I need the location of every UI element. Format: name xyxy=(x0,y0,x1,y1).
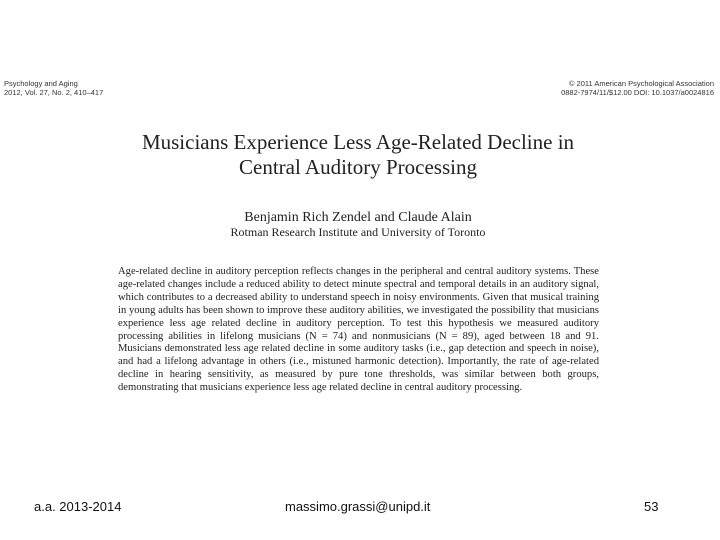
journal-name: Psychology and Aging xyxy=(4,79,78,88)
paper-title-line-1: Musicians Experience Less Age-Related Decline in xyxy=(141,130,575,154)
footer-academic-year: a.a. 2013-2014 xyxy=(34,499,122,514)
footer-email: massimo.grassi@unipd.it xyxy=(285,499,431,514)
journal-citation: 2012, Vol. 27, No. 2, 410–417 xyxy=(4,88,104,97)
footer-page-number: 53 xyxy=(644,499,659,514)
journal-header-right xyxy=(561,79,714,97)
doi-line: 0882-7974/11/$12.00 DOI: 10.1037/a0024816 xyxy=(561,88,714,97)
paper-title-line-2: Central Auditory Processing xyxy=(239,155,477,179)
paper-affiliation: Rotman Research Institute and University of Toronto xyxy=(230,225,486,239)
copyright-line: © 2011 American Psychological Association xyxy=(568,79,714,88)
paper-abstract: Age-related decline in auditory perception reflects changes in the peripheral and central auditory systems. These age-related changes include a reduced ability to detect minute spectral and temporal details in an auditory signal, which contributes to a decreased ability to understand speech in noisy environments. Given that musical training in young adults has been shown to improve these auditory abilities, we investigated the possibility that musicians experience less age related decline in auditory perception. To test this hypothesis we measured auditory processing abilities in lifelong musicians (N = 74) and nonmusicians (N = 89), aged between 18 and 91. Musicians demonstrated less age related decline in some auditory tasks (i.e., gap detection and speech in noise), and had a lifelong advantage in others (i.e., mistuned harmonic detection). Importantly, the rate of age-related decline in hearing sensitivity, as measured by pure tone thresholds, was similar between both groups, demonstrating that musicians experience less age related decline in central auditory processing. xyxy=(118,266,599,394)
journal-header-left xyxy=(4,79,103,97)
paper-title xyxy=(90,130,626,180)
paper-authors: Benjamin Rich Zendel and Claude Alain xyxy=(244,210,472,225)
